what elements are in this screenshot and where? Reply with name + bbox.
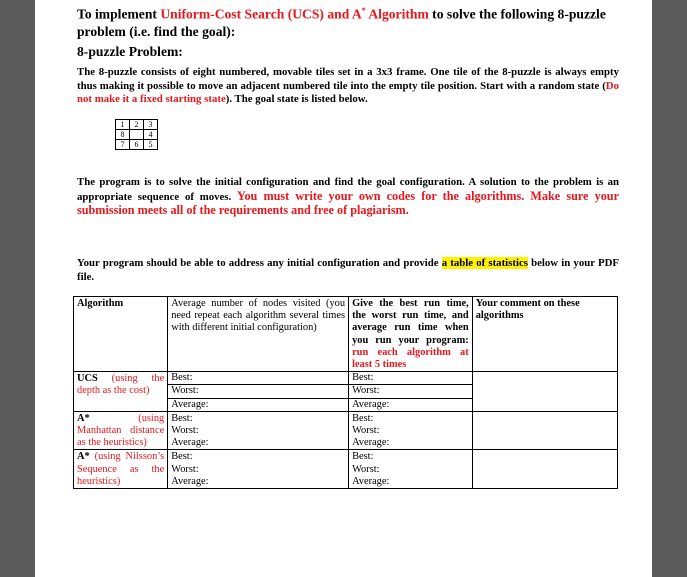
- grid-cell: 8: [116, 130, 130, 140]
- document-page: [35, 0, 652, 577]
- grid-cell: 1: [116, 120, 130, 130]
- avg-nodes-cell: Best: Worst: Average:: [168, 411, 349, 450]
- algorithm-cell: UCS (using the depth as the cost): [74, 372, 168, 412]
- intro-paragraph: The 8-puzzle consists of eight numbered, movable tiles set in a 3x3 frame. One tile of the 8-puzzle is always empty thus making it possible to move an adjacent numbered tile into the empty tile position. Start with a random state (Do not make it a fixed starting state). The goal state is listed below.: [77, 66, 619, 105]
- program-paragraph: The program is to solve the initial configuration and find the goal configuration. A solution to the problem is an appropriate sequence of moves. You must write your own codes for the algorithms. Make sure your submission meets all of the requirements and free of plagiarism.: [77, 176, 619, 217]
- grid-cell: 7: [116, 140, 130, 150]
- table-row: [74, 411, 618, 450]
- statistics-paragraph: Your program should be able to address any initial configuration and provide a table of statistics below in your PDF file.: [77, 257, 619, 283]
- goal-state-grid: [115, 119, 158, 150]
- table-row: [74, 372, 618, 412]
- avg-nodes-cell: Best: Worst: Average:: [168, 372, 349, 412]
- assignment-title: To implement Uniform-Cost Search (UCS) and A* Algorithm to solve the following 8-puzzle problem (i.e. find the goal):: [77, 6, 606, 39]
- statistics-table: [73, 296, 618, 489]
- header-comment: Your comment on these algorithms: [472, 297, 617, 372]
- header-run-times: Give the best run time, the worst run time, and average run time when you run your program: run each algorithm at least 5 times: [349, 297, 473, 372]
- table-row: [74, 450, 618, 489]
- table-header-row: [74, 297, 618, 372]
- highlighted-text: a table of statistics: [441, 257, 528, 269]
- grid-cell: 6: [130, 140, 144, 150]
- grid-cell: 2: [130, 120, 144, 130]
- header-algorithm: Algorithm: [74, 297, 168, 372]
- run-times-cell: Best: Worst: Average:: [349, 411, 473, 450]
- avg-nodes-cell: Best: Worst: Average:: [168, 450, 349, 489]
- header-avg-nodes: Average number of nodes visited (you need repeat each algorithm several times with different initial configuration): [168, 297, 349, 372]
- comment-cell: [472, 411, 617, 450]
- algorithm-cell: A* (using Nilsson’s Sequence as the heuristics): [74, 450, 168, 489]
- grid-cell: 5: [144, 140, 158, 150]
- section-heading: 8-puzzle Problem:: [77, 44, 183, 59]
- run-times-cell: Best: Worst: Average:: [349, 450, 473, 489]
- grid-cell: 3: [144, 120, 158, 130]
- comment-cell: [472, 372, 617, 412]
- algorithm-cell: A* (using Manhattan distance as the heuristics): [74, 411, 168, 450]
- comment-cell: [472, 450, 617, 489]
- run-times-cell: Best: Worst: Average:: [349, 372, 473, 412]
- grid-cell: 4: [144, 130, 158, 140]
- grid-cell-empty: [130, 130, 144, 140]
